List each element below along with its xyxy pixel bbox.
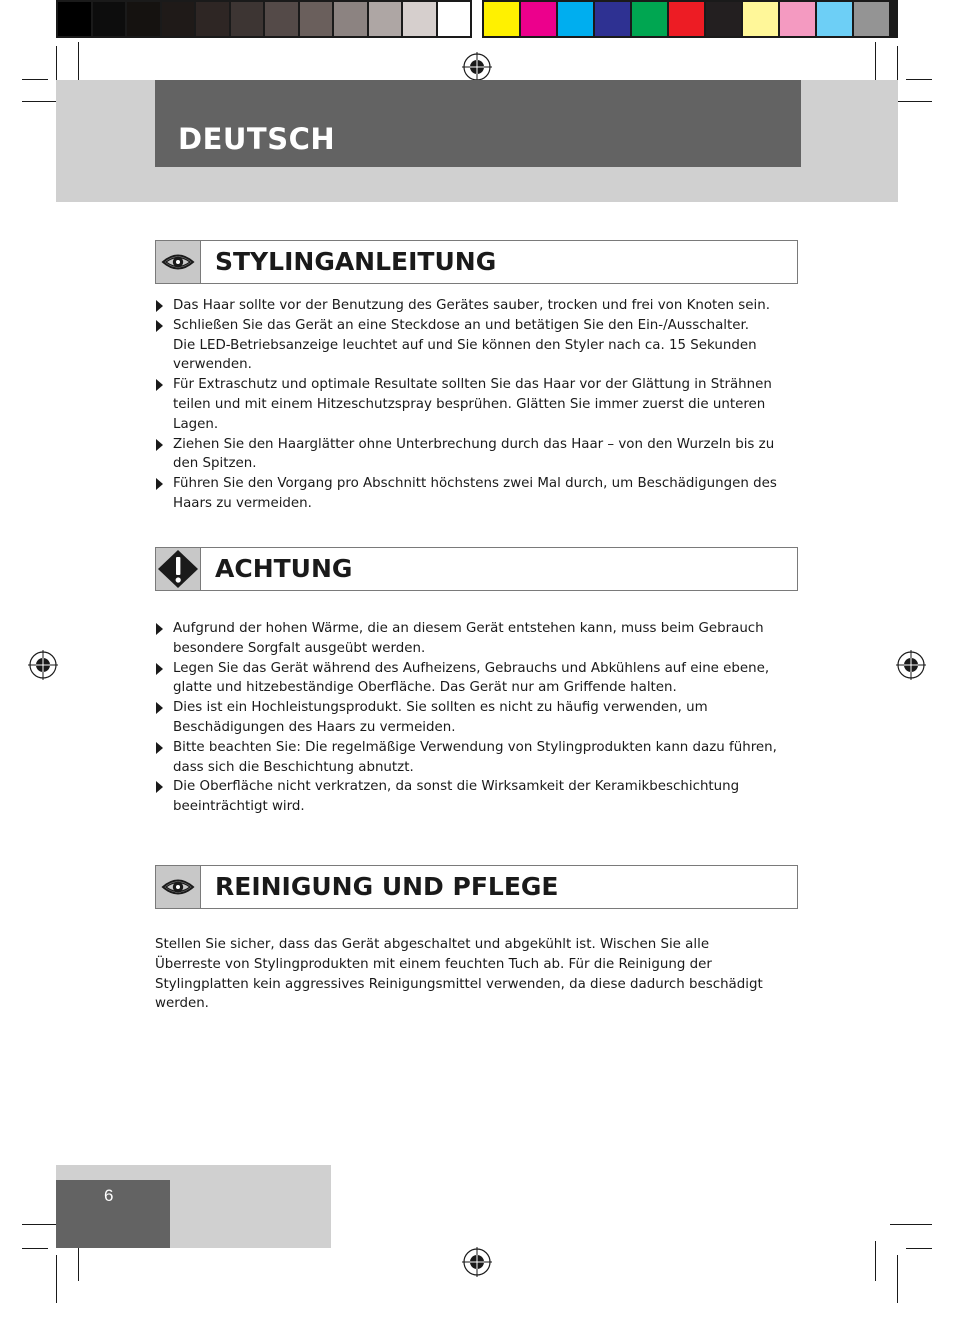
color-calibration-bar-left [56,0,472,38]
color-swatch [558,2,593,36]
crop-mark [890,1224,932,1225]
warning-list [155,619,785,817]
crop-mark [56,1255,57,1303]
list-item-text: Dies ist ein Hochleistungsprodukt. Sie sollten es nicht zu häufig verwenden, um Beschädigungen des Haars zu vermeiden. [173,700,708,735]
list-item [155,698,785,738]
list-item [155,738,785,778]
color-swatch [231,2,264,36]
page-number: 6 [104,1186,114,1205]
list-item-text: Führen Sie den Vorgang pro Abschnitt höchstens zwei Mal durch, um Beschädigungen des Haars zu vermeiden. [173,476,777,511]
crop-mark [22,1248,48,1249]
section-header-cleaning [155,865,798,909]
crop-mark [875,1241,876,1281]
bullet-arrow-icon [156,663,163,675]
bullet-arrow-icon [156,781,163,793]
color-swatch [484,2,519,36]
color-swatch [127,2,160,36]
list-item-text: Die Oberfläche nicht verkratzen, da sonst die Wirksamkeit der Keramikbeschichtung beeinträchtigt wird. [173,779,740,815]
list-item [155,777,785,817]
color-swatch [854,2,889,36]
color-swatch [265,2,298,36]
section-title: REINIGUNG UND PFLEGE [215,872,559,901]
crop-mark [906,1248,932,1249]
color-swatch [632,2,667,36]
color-swatch [595,2,630,36]
color-swatch [369,2,402,36]
color-swatch [521,2,556,36]
registration-mark-icon [28,650,58,680]
section-header-warning [155,547,798,591]
eye-icon [161,251,195,273]
list-item-text: Bitte beachten Sie: Die regelmäßige Verwendung von Stylingprodukten kann dazu führen, dass sich die Beschichtung abnutzt. [173,739,777,775]
registration-mark-icon [896,650,926,680]
bullet-arrow-icon [156,320,163,332]
list-item [155,659,785,699]
registration-mark-icon [462,1247,492,1277]
bullet-arrow-icon [156,439,163,451]
bullet-arrow-icon [156,623,163,635]
color-swatch [743,2,778,36]
list-item [155,619,785,659]
color-swatch [403,2,436,36]
color-calibration-bar-right [482,0,898,38]
list-item-text: Legen Sie das Gerät während des Aufheizens, Gebrauchs und Abkühlens auf eine ebene, glatte und hitzebeständige Oberfläche. Das Gerät nur am Griffende halten. [173,660,770,696]
list-item [155,316,785,375]
color-swatch [780,2,815,36]
warning-icon [157,549,199,589]
list-item-text: Schließen Sie das Gerät an eine Steckdose an und betätigen Sie den Ein-/Ausschalter. Die LED-Betriebsanzeige leuchtet auf und Sie können den Styler nach ca. 15 Sekunden verwenden. [173,317,757,373]
list-item [155,435,785,475]
list-item-text: Ziehen Sie den Haarglätter ohne Unterbrechung durch das Haar – von den Wurzeln bis zu den Spitzen. [173,436,775,472]
section-title: ACHTUNG [215,554,353,583]
color-swatch [817,2,852,36]
color-swatch [58,2,91,36]
crop-mark [22,79,48,80]
bullet-arrow-icon [156,478,163,490]
section-icon-cell [156,241,201,283]
list-item-text: Das Haar sollte vor der Benutzung des Gerätes sauber, trocken und frei von Knoten sein. [173,298,770,313]
list-item [155,375,785,434]
section-icon-cell [156,548,201,590]
list-item [155,296,785,316]
section-header-styling [155,240,798,284]
color-swatch [300,2,333,36]
color-swatch [162,2,195,36]
bullet-arrow-icon [156,702,163,714]
registration-mark-icon [462,52,492,82]
color-swatch [669,2,704,36]
color-swatch [334,2,367,36]
cleaning-paragraph: Stellen Sie sicher, dass das Gerät abgeschaltet und abgekühlt ist. Wischen Sie alle Überreste von Stylingprodukten mit einem feuchten Tuch ab. Für die Reinigung der Stylingplatten kein aggressives Reinigungsmittel verwenden, da diese dadurch beschädigt werden. [155,937,763,1012]
styling-list [155,296,785,514]
section-title: STYLINGANLEITUNG [215,247,497,276]
color-swatch [438,2,471,36]
bullet-arrow-icon [156,379,163,391]
color-swatch [93,2,126,36]
eye-icon [161,876,195,898]
crop-mark [906,79,932,80]
color-swatch [196,2,229,36]
crop-mark [897,1255,898,1303]
page-title: DEUTSCH [178,122,336,156]
bullet-arrow-icon [156,742,163,754]
list-item-text: Aufgrund der hohen Wärme, die an diesem Gerät entstehen kann, muss beim Gebrauch besondere Sorgfalt ausgeübt werden. [173,621,764,656]
list-item-text: Für Extraschutz und optimale Resultate sollten Sie das Haar vor der Glättung in Strähnen teilen und mit einem Hitzeschutzspray besprühen. Glätten Sie immer zuerst die unteren Lagen. [173,377,772,432]
color-swatch [706,2,741,36]
list-item [155,474,785,514]
bullet-arrow-icon [156,300,163,312]
section-icon-cell [156,866,201,908]
